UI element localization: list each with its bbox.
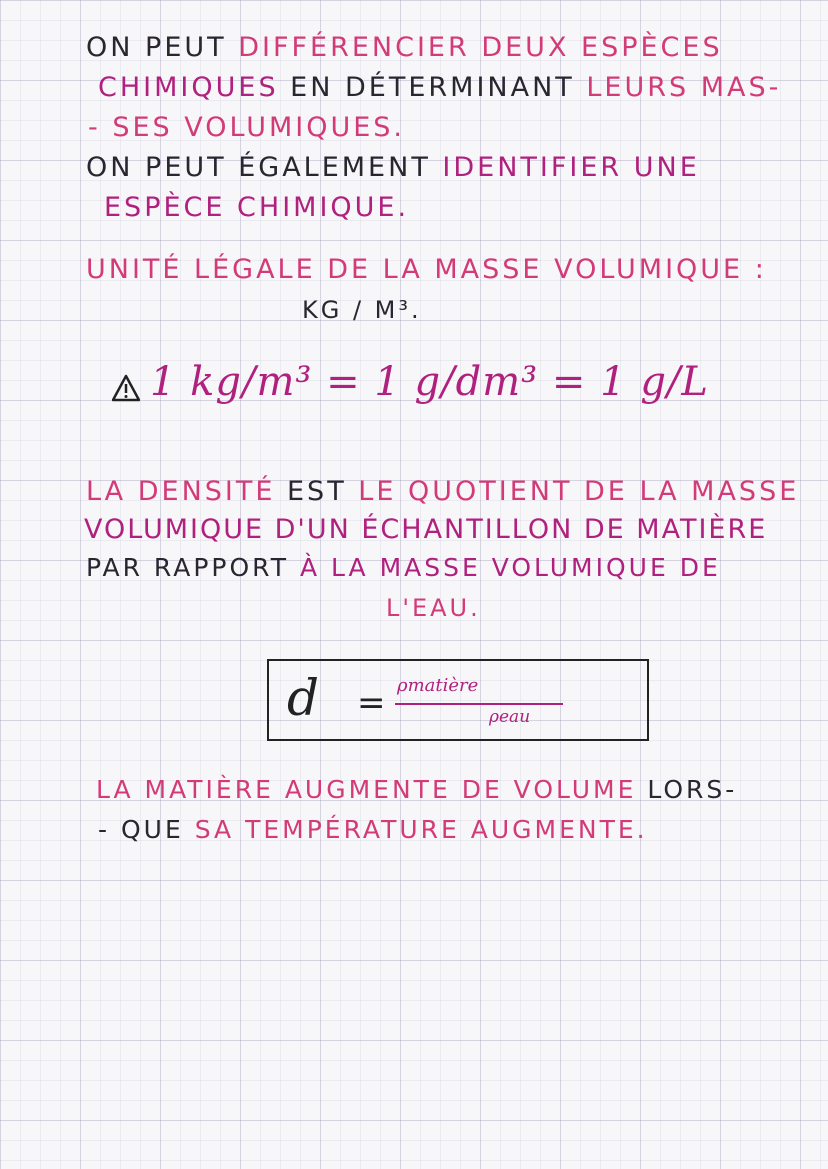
text-segment: LA MATIÈRE AUGMENTE DE VOLUME	[96, 775, 648, 804]
formula-denominator: ρeau	[489, 707, 531, 727]
text-segment: - QUE	[98, 815, 195, 844]
formula-equals: =	[357, 683, 386, 723]
text-segment: À LA MASSE VOLUMIQUE DE	[299, 553, 721, 582]
density-formula-box	[267, 659, 649, 741]
fraction-bar	[395, 703, 563, 705]
text-segment: IDENTIFIER UNE	[442, 152, 700, 183]
text-segment: PAR RAPPORT	[86, 553, 300, 582]
formula-numerator: ρmatière	[397, 675, 479, 696]
text-line: VOLUMIQUE D'UN ÉCHANTILLON DE MATIÈRE	[84, 514, 768, 545]
text-segment: DIFFÉRENCIER DEUX ESPÈCES	[238, 32, 723, 63]
text-segment: EN DÉTERMINANT	[290, 72, 587, 103]
text-segment: LORS-	[647, 775, 738, 804]
text-segment: LA DENSITÉ	[86, 476, 287, 507]
unit-equality	[112, 352, 709, 417]
warning-icon	[112, 374, 140, 402]
text-segment: ON PEUT	[86, 32, 239, 63]
text-line: L'EAU.	[386, 594, 481, 622]
equality-text: 1 kg/m³ = 1 g/dm³ = 1 g/L	[150, 359, 709, 405]
text-segment: CHIMIQUES	[98, 72, 291, 103]
text-segment: LE QUOTIENT DE LA MASSE	[358, 476, 800, 507]
text-line: ESPÈCE CHIMIQUE.	[104, 192, 410, 223]
text-segment: SA TEMPÉRATURE AUGMENTE.	[194, 815, 648, 844]
text-line: - SES VOLUMIQUES.	[88, 112, 406, 143]
text-segment: ON PEUT ÉGALEMENT	[86, 152, 443, 183]
formula-lhs: d	[287, 669, 320, 727]
unit-heading: UNITÉ LÉGALE DE LA MASSE VOLUMIQUE :	[86, 254, 767, 285]
text-segment: EST	[287, 476, 359, 507]
text-segment: LEURS MAS-	[586, 72, 782, 103]
unit-value: KG / M³.	[302, 296, 422, 324]
